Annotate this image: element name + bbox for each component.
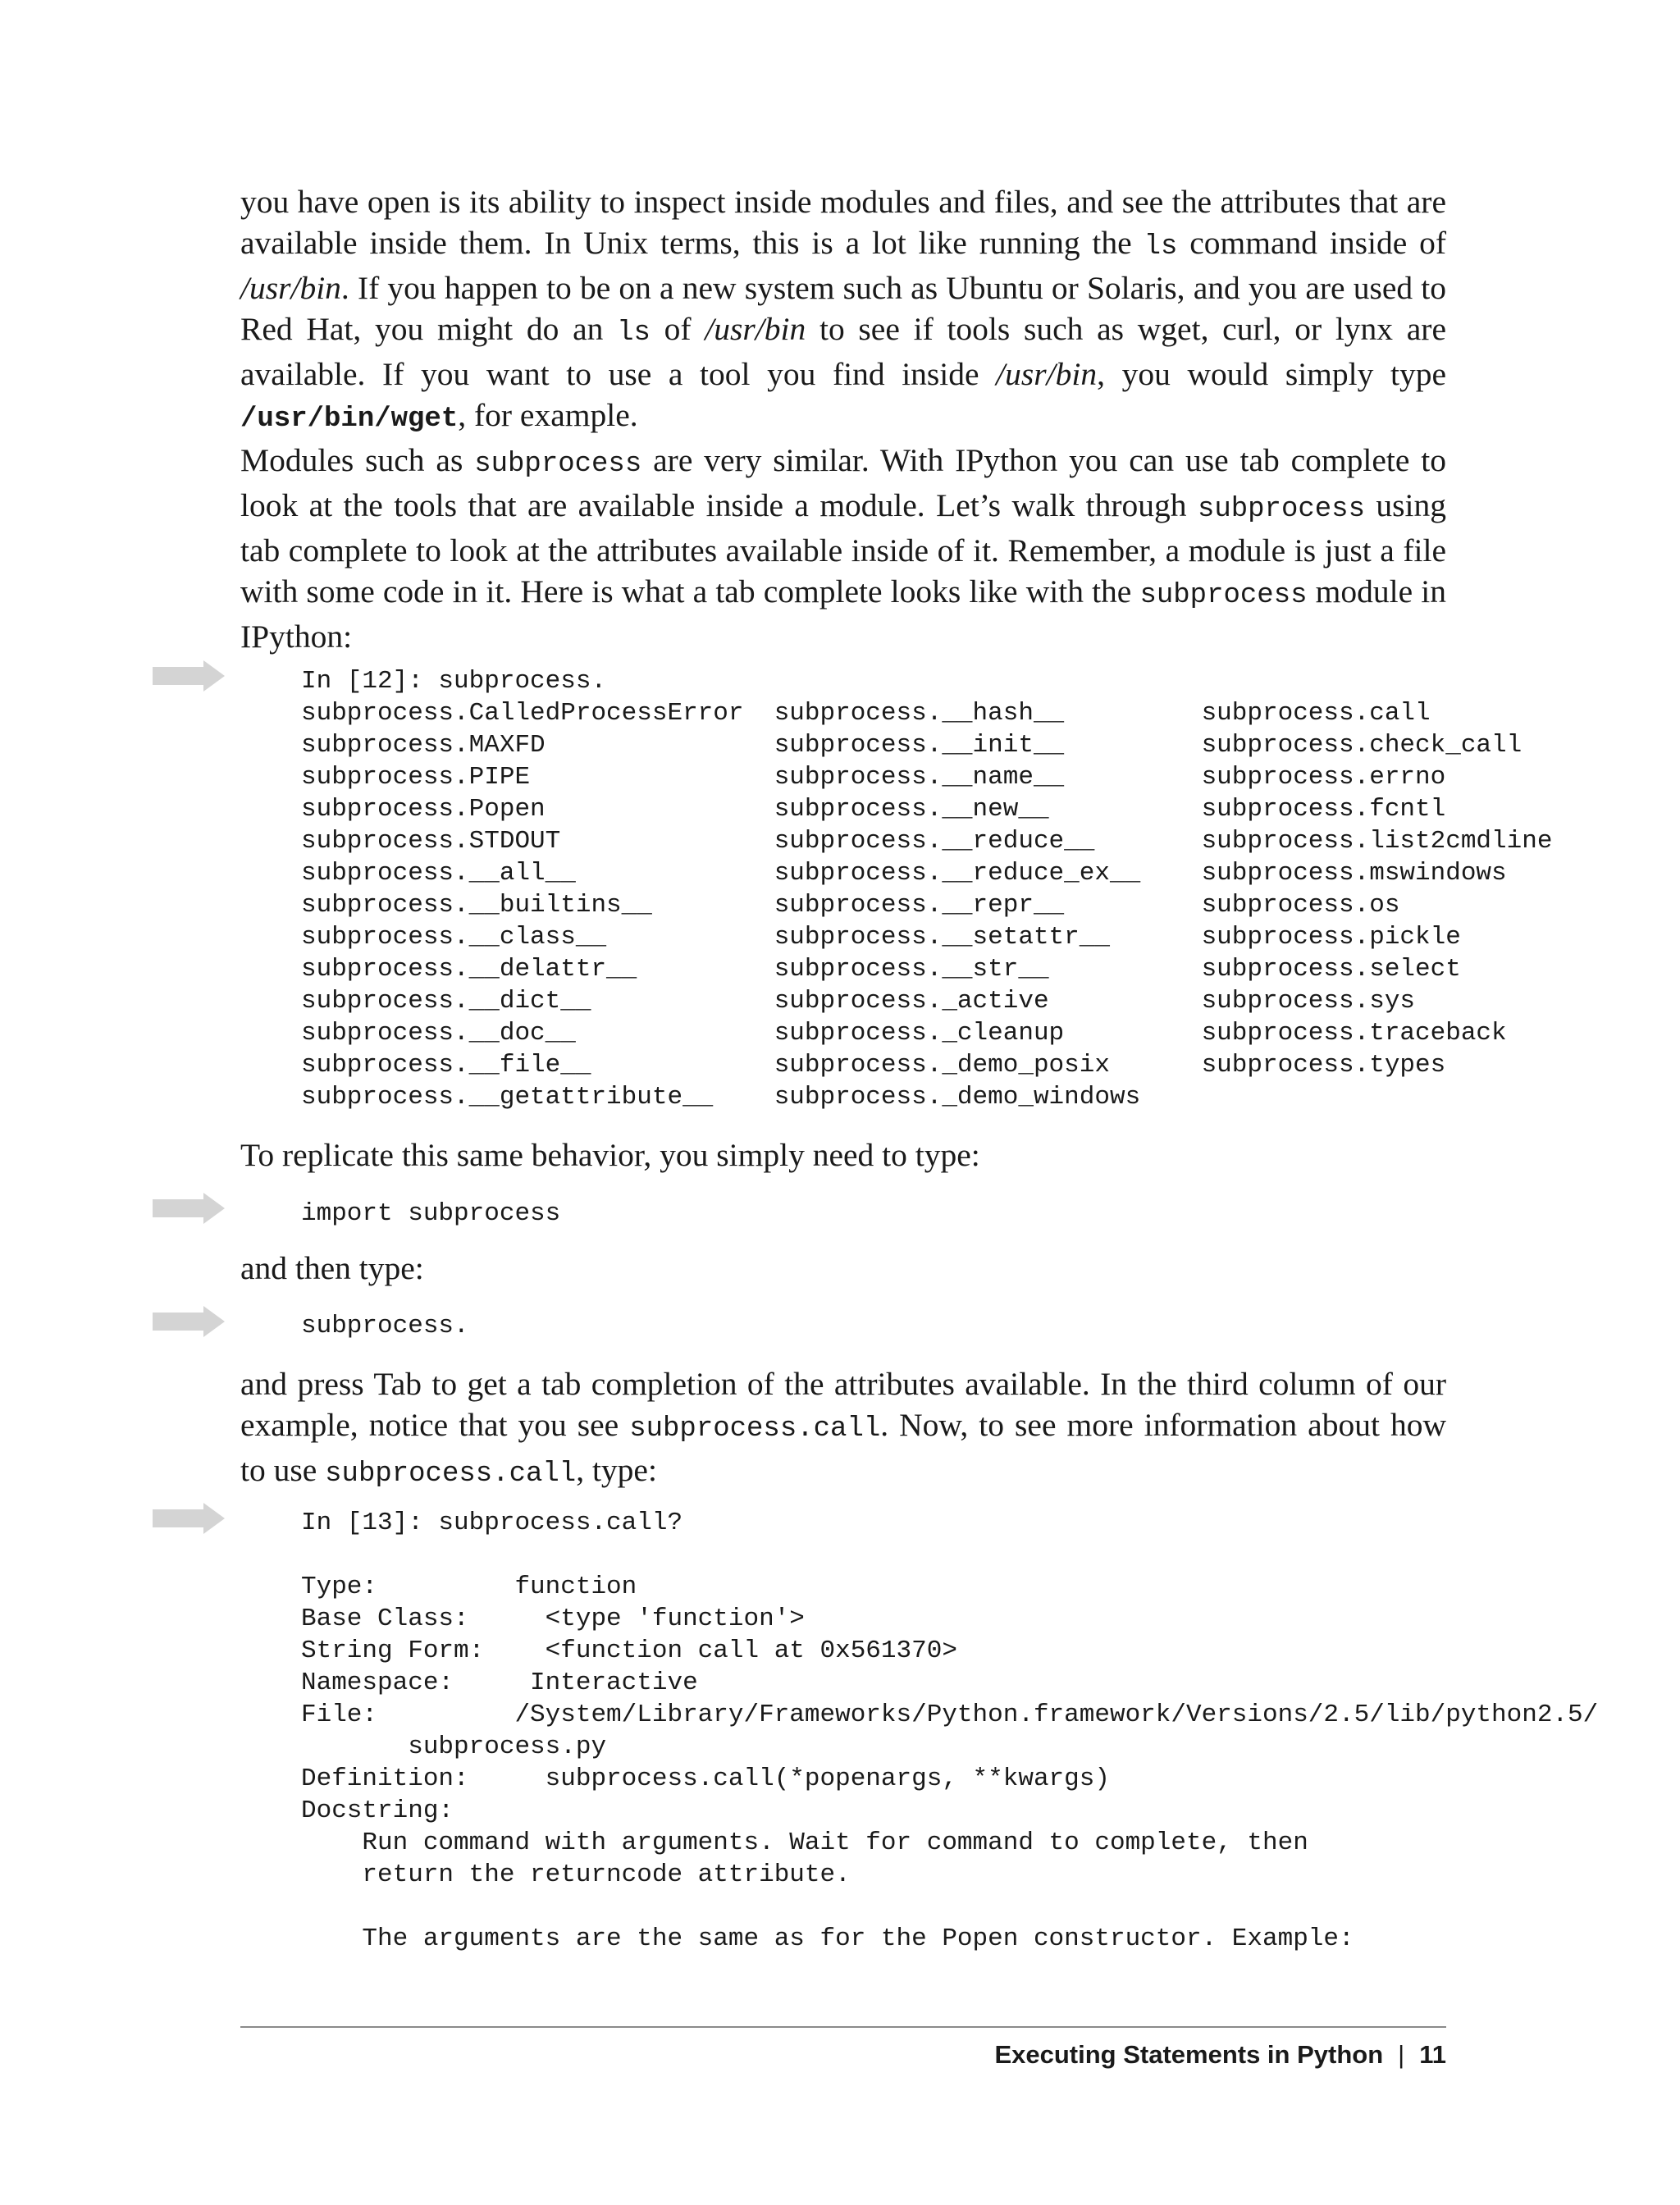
italic-path: /usr/bin <box>705 311 806 347</box>
text-run: are very similar. With IPython you can use tab complete to look at the tools that are available inside a module. Let’s walk through <box>240 442 1446 523</box>
text-run: using tab complete to look at the attributes available inside of it. Remember, a module is just a file with some code in it. Here is what a tab complete looks like with the <box>240 487 1446 609</box>
paragraph-replicate: To replicate this same behavior, you simply need to type: <box>240 1137 980 1173</box>
code-block-call-help: In [13]: subprocess.call? Type: function Base Class: <type 'function'> String Form: <function call at 0x561370> Namespace: Interactive File: /System/Library/Frameworks/Python.framework/Versions/2.5/lib/python2.5/ subprocess.py Definition: subprocess.call(*popenargs, **kwargs) Docstring: Run command with arguments. Wait for command to complete, then return the returncode attribute. The arguments are the same as for the Popen constructor. Example: <box>301 1509 1599 1953</box>
code-block-subprocess-dot: subprocess. <box>301 1312 469 1340</box>
text-run: and press Tab to get a tab completion of the attributes available. In the third column of our example, notice that you see <box>240 1366 1446 1443</box>
paragraph-intro <box>240 181 1446 440</box>
page-number: 11 <box>1419 2040 1446 2069</box>
paragraph-modules <box>240 440 1446 657</box>
text-run: , type: <box>576 1452 657 1488</box>
inline-code: subprocess.call <box>629 1413 881 1445</box>
italic-path: /usr/bin <box>996 356 1098 392</box>
page-footer <box>994 2040 1446 2070</box>
footer-rule <box>240 2026 1446 2028</box>
footer-separator: | <box>1398 2040 1405 2069</box>
inline-code: subprocess <box>1139 580 1308 611</box>
inline-code: subprocess <box>1197 494 1365 525</box>
text-run: . If you happen to be on a new system such as Ubuntu or Solaris, and you are used to Red Hat, you might do an <box>240 270 1446 347</box>
arrow-right-icon <box>153 1193 225 1224</box>
inline-code: subprocess <box>474 449 642 480</box>
text-run: to see if tools such as wget, curl, or lynx are available. If you want to use a tool you find inside <box>240 311 1446 392</box>
text-run: , you would simply type <box>1097 356 1446 392</box>
bold-inline-code: /usr/bin/wget <box>240 404 459 435</box>
code-block-import: import subprocess <box>301 1199 561 1228</box>
arrow-right-icon <box>153 660 225 692</box>
text-run: . Now, to see more information about how to use <box>240 1407 1446 1488</box>
inline-code: ls <box>617 317 651 349</box>
text-run: you have open is its ability to inspect inside modules and files, and see the attributes that are available inside them. In Unix terms, this is a lot like running the <box>240 184 1446 261</box>
text-run: module in IPython: <box>240 573 1446 655</box>
paragraph-then-type: and then type: <box>240 1250 424 1286</box>
text-run: , for example. <box>458 397 638 433</box>
text-run: of <box>650 311 705 347</box>
arrow-right-icon <box>153 1503 225 1534</box>
text-run: command inside of <box>1177 225 1446 261</box>
footer-title: Executing Statements in Python <box>994 2040 1384 2069</box>
text-run: Modules such as <box>240 442 475 478</box>
inline-code: ls <box>1144 231 1178 262</box>
code-block-tab-complete: In [12]: subprocess. subprocess.CalledProcessError subprocess.__hash__ subprocess.call subprocess.MAXFD subprocess.__init__ subprocess.check_call subprocess.PIPE subprocess.__name__ subprocess.errno subprocess.Popen subprocess.__new__ subprocess.fcntl subprocess.STDOUT subprocess.__reduce__ subprocess.list2cmdline subprocess.__all__ subprocess.__reduce_ex__ subprocess.mswindows subprocess.__builtins__ subprocess.__repr__ subprocess.os subprocess.__class__ subprocess.__setattr__ subprocess.pickle subprocess.__delattr__ subprocess.__str__ subprocess.select subprocess.__dict__ subprocess._active subprocess.sys subprocess.__doc__ subprocess._cleanup subprocess.traceback subprocess.__file__ subprocess._demo_posix subprocess.types subprocess.__getattribute__ subprocess._demo_windows <box>301 667 1553 1112</box>
arrow-right-icon <box>153 1306 225 1337</box>
inline-code: subprocess.call <box>325 1459 577 1490</box>
italic-path: /usr/bin <box>240 270 341 306</box>
paragraph-press-tab <box>240 1363 1446 1495</box>
